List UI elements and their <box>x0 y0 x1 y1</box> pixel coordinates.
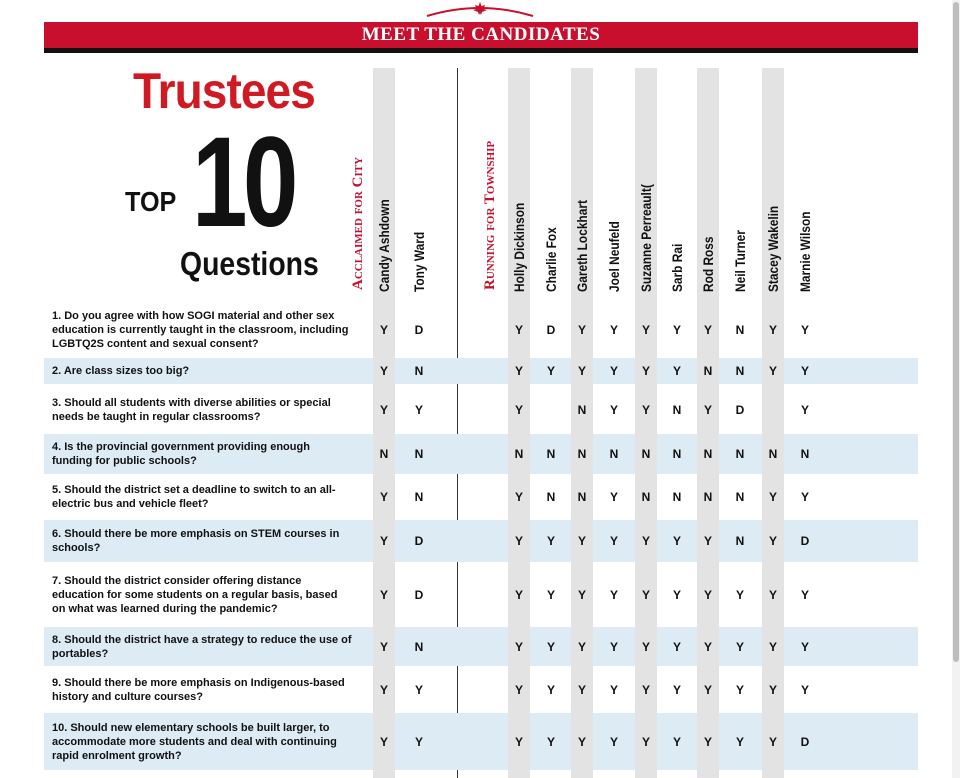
candidate-name: Gareth Lockhart <box>574 200 590 292</box>
answer-cell: N <box>672 447 682 461</box>
answer-cell: N <box>768 447 778 461</box>
answer-cell: D <box>414 323 424 337</box>
answer-cell: Y <box>546 364 555 378</box>
answer-cell: Y <box>546 682 555 697</box>
answer-cell: Y <box>577 364 586 378</box>
answer-cell: N <box>546 447 556 461</box>
answer-cell: Y <box>800 490 809 504</box>
answer-cell: N <box>735 364 745 378</box>
answer-cell: Y <box>735 734 744 749</box>
column-shade <box>571 68 593 778</box>
scrollbar[interactable] <box>952 0 960 778</box>
answer-cell: Y <box>514 734 523 749</box>
question-text: 2. Are class sizes too big? <box>52 365 190 377</box>
answer-cell: D <box>414 534 424 548</box>
answer-cell: Y <box>577 587 586 602</box>
answer-cell: Y <box>768 734 777 749</box>
answer-cell: N <box>546 490 556 504</box>
answer-cell: N <box>703 490 713 504</box>
answer-cell: D <box>546 323 556 337</box>
answer-cell: Y <box>609 682 618 697</box>
candidate-name: Charlie Fox <box>543 227 559 292</box>
answer-cell: Y <box>703 587 712 602</box>
answer-cell: N <box>609 447 619 461</box>
title-top: TOP <box>125 186 177 217</box>
candidate-name: Tony Ward <box>411 231 427 292</box>
answer-cell: Y <box>641 587 650 602</box>
answer-cell: N <box>577 490 587 504</box>
answer-cell: Y <box>800 323 809 337</box>
answer-cell: Y <box>768 490 777 504</box>
answer-cell: Y <box>800 364 809 378</box>
answer-cell: Y <box>414 734 423 749</box>
answer-cell: Y <box>641 323 650 337</box>
answer-cell: Y <box>800 403 809 417</box>
answer-cell: Y <box>735 639 744 654</box>
answer-cell: Y <box>609 403 618 417</box>
answer-cell: Y <box>609 490 618 504</box>
answer-cell: Y <box>768 323 777 337</box>
candidate-name: Joel Neufeld <box>606 221 622 292</box>
answer-cell: Y <box>641 682 650 697</box>
answer-cell: Y <box>768 682 777 697</box>
answer-cell: N <box>379 447 389 461</box>
answer-cell: N <box>641 490 651 504</box>
answer-cell: Y <box>514 490 523 504</box>
answer-cell: Y <box>514 323 523 337</box>
answer-cell: Y <box>641 734 650 749</box>
answer-cell: N <box>672 490 682 504</box>
answer-cell: N <box>800 447 810 461</box>
answer-cell: Y <box>703 534 712 548</box>
answer-cell: Y <box>379 734 388 749</box>
question-text: 5. Should the district set a deadline to switch to an all-electric bus and vehicle fleet? <box>52 484 336 510</box>
answer-cell: Y <box>641 403 650 417</box>
title-number: 10 <box>192 111 294 254</box>
answer-cell: Y <box>800 639 809 654</box>
answer-cell: D <box>414 587 424 602</box>
answer-cell: Y <box>703 639 712 654</box>
answer-cell: N <box>703 364 713 378</box>
answer-cell: Y <box>609 364 618 378</box>
answer-cell: Y <box>672 682 681 697</box>
maple-leaf-icon <box>472 2 488 16</box>
answer-cell: Y <box>379 323 388 337</box>
answer-cell: Y <box>768 639 777 654</box>
answer-cell: Y <box>609 734 618 749</box>
title-questions: Questions <box>180 245 319 282</box>
answer-cell: Y <box>703 734 712 749</box>
answer-cell: D <box>800 734 810 749</box>
question-text: 8. Should the district have a strategy to reduce the use of portables? <box>52 633 352 660</box>
answer-cell: Y <box>768 587 777 602</box>
answer-cell: Y <box>577 639 586 654</box>
answer-cell: Y <box>703 682 712 697</box>
answer-cell: N <box>414 490 424 504</box>
answer-cell: Y <box>577 323 586 337</box>
title-trustees: Trustees <box>133 63 315 119</box>
answer-cell: Y <box>768 364 777 378</box>
answer-cell: Y <box>414 682 423 697</box>
answer-cell: Y <box>703 403 712 417</box>
column-shade <box>373 68 395 778</box>
answer-cell: Y <box>379 587 388 602</box>
answer-cell: Y <box>672 534 681 548</box>
answer-cell: Y <box>609 639 618 654</box>
answer-cell: Y <box>546 587 555 602</box>
header-title: MEET THE CANDIDATES <box>361 24 601 45</box>
question-text: 10. Should new elementary schools be built larger, to accommodate more students and deal with continuing rapid enrolment growth? <box>52 721 337 762</box>
answer-cell: Y <box>514 534 523 548</box>
answer-cell: Y <box>546 639 555 654</box>
answer-cell: N <box>641 447 651 461</box>
answer-cell: Y <box>577 734 586 749</box>
section-divider <box>457 68 458 778</box>
answer-cell: Y <box>735 587 744 602</box>
answer-cell: Y <box>379 403 388 417</box>
question-text: 9. Should there be more emphasis on Indigenous-based history and culture courses? <box>52 676 345 703</box>
answer-cell: N <box>703 447 713 461</box>
answer-cell: Y <box>379 490 388 504</box>
answer-cell: Y <box>609 587 618 602</box>
column-shade <box>762 68 784 778</box>
answer-cell: Y <box>379 364 388 378</box>
candidate-name: Sarb Rai <box>669 243 685 292</box>
answer-cell: Y <box>577 682 586 697</box>
candidate-name: Rod Ross <box>700 236 716 292</box>
header-bar <box>44 22 918 53</box>
answer-cell: N <box>735 447 745 461</box>
candidate-name: Marnie Wilson <box>797 211 813 292</box>
answer-cell: Y <box>672 734 681 749</box>
candidate-name: Holly Dickinson <box>511 202 527 292</box>
candidate-name: Suzanne Perreault( <box>638 184 654 292</box>
answer-cell: N <box>577 403 587 417</box>
answer-cell: Y <box>768 534 777 548</box>
answer-cell: Y <box>514 403 523 417</box>
answer-cell: Y <box>379 534 388 548</box>
answer-cell: Y <box>641 364 650 378</box>
scrollbar-thumb[interactable] <box>953 2 959 662</box>
answer-cell: Y <box>672 323 681 337</box>
question-text: 3. Should all students with diverse abilities or special needs be taught in regular classrooms? <box>52 397 331 423</box>
answer-cell: N <box>577 447 587 461</box>
answer-cell: Y <box>641 534 650 548</box>
answer-cell: N <box>414 364 424 378</box>
answer-cell: Y <box>546 534 555 548</box>
answer-cell: Y <box>609 534 618 548</box>
answer-cell: Y <box>514 639 523 654</box>
answer-cell: N <box>514 447 524 461</box>
column-shade <box>635 68 657 778</box>
answer-cell: Y <box>800 587 809 602</box>
question-text: 1. Do you agree with how SOGI material and other sex education is currently taught in the classroom, including LGBTQ2S content and sexual consent? <box>52 310 349 350</box>
section-label-acclaimed: Acclaimed for City <box>350 156 366 290</box>
question-text: 4. Is the provincial government providing enough funding for public schools? <box>52 441 310 467</box>
answer-cell: Y <box>514 587 523 602</box>
column-shade <box>508 68 530 778</box>
answer-cell: N <box>735 490 745 504</box>
candidate-name: Stacey Wakelin <box>765 205 781 292</box>
candidate-name: Candy Ashdown <box>376 199 392 292</box>
answer-cell: D <box>735 403 745 417</box>
answer-cell: N <box>735 323 745 337</box>
answer-cell: Y <box>672 587 681 602</box>
answer-cell: Y <box>641 639 650 654</box>
answer-cell: Y <box>379 682 388 697</box>
answer-cell: D <box>800 534 810 548</box>
answer-cell: Y <box>672 639 681 654</box>
question-text: 7. Should the district consider offering distance education for some students on a regular basis, based on what was learned during the pandemic? <box>52 574 338 615</box>
answer-cell: Y <box>703 323 712 337</box>
answer-cell: N <box>735 534 745 548</box>
candidate-name: Neil Turner <box>732 230 748 292</box>
answer-cell: Y <box>800 682 809 697</box>
answer-cell: Y <box>379 639 388 654</box>
answer-cell: Y <box>514 364 523 378</box>
section-label-running: Running for Township <box>482 140 498 290</box>
answer-cell: Y <box>414 403 423 417</box>
answer-cell: N <box>414 447 424 461</box>
answer-cell: Y <box>577 534 586 548</box>
answer-cell: N <box>414 639 424 654</box>
question-text: 6. Should there be more emphasis on STEM courses in schools? <box>52 528 340 554</box>
answer-cell: Y <box>609 323 618 337</box>
answer-cell: Y <box>735 682 744 697</box>
column-shade <box>697 68 719 778</box>
answer-cell: Y <box>514 682 523 697</box>
answer-cell: N <box>672 403 682 417</box>
answer-cell: Y <box>546 734 555 749</box>
answer-cell: Y <box>672 364 681 378</box>
